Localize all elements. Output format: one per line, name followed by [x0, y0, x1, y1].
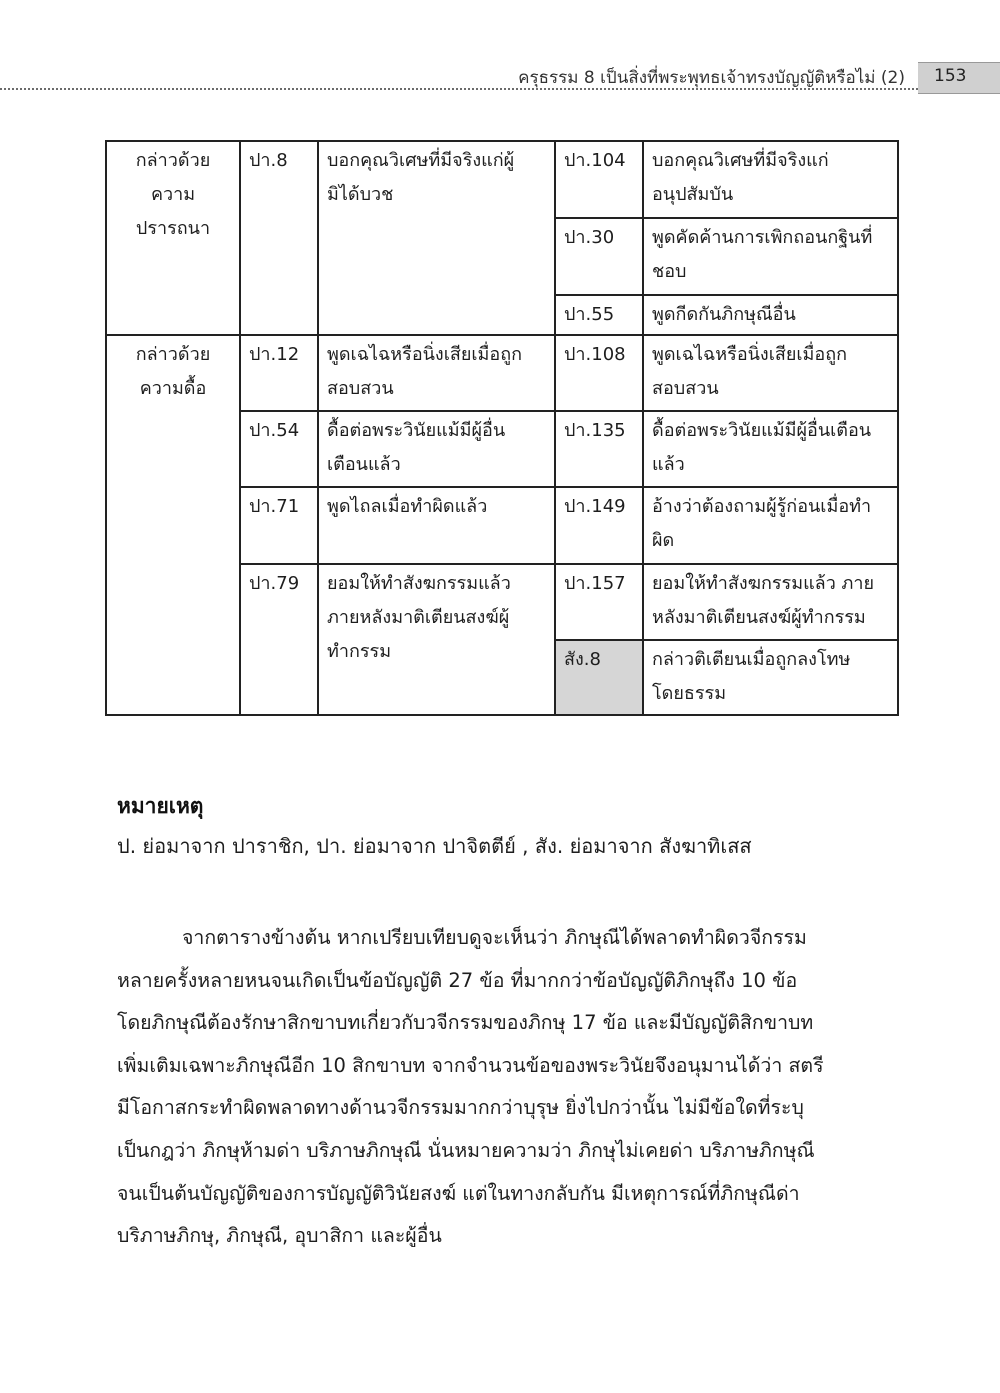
running-header [0, 62, 1000, 94]
bhikkhuni-rule-code: ปา.108 [555, 335, 643, 411]
paragraph-line: เพิ่มเติมเฉพาะภิกษุณีอีก 10 สิกขาบท จากจำนวนข้อของพระวินัยจึงอนุมานได้ว่า สตรี [117, 1053, 824, 1077]
category-cell: กล่าวด้วย ความดื้อ [106, 335, 240, 715]
bhikkhuni-rule-code: ปา.149 [555, 487, 643, 564]
header-title: ครุธรรม 8 เป็นสิ่งที่พระพุทธเจ้าทรงบัญญัติหรือไม่ (2) [518, 68, 905, 88]
note-body: ป. ย่อมาจาก ปาราชิก, ปา. ย่อมาจาก ปาจิตตีย์ , สัง. ย่อมาจาก สังฆาทิเสส [117, 834, 752, 858]
paragraph-line: เป็นกฎว่า ภิกษุห้ามด่า บริภาษภิกษุณี นั่นหมายความว่า ภิกษุไม่เคยด่า บริภาษภิกษุณี [117, 1138, 815, 1162]
bhikkhuni-rule-desc: พูดคัดค้านการเพิกถอนกฐินที่ ชอบ [643, 218, 898, 295]
bhikkhuni-rule-desc: พูดเฉไฉหรือนิ่งเสียเมื่อถูก สอบสวน [643, 335, 898, 411]
body-paragraph [117, 917, 887, 1258]
bhikkhuni-rule-code: ปา.55 [555, 295, 643, 335]
bhikkhuni-rule-code: ปา.104 [555, 141, 643, 218]
bhikkhu-rule-code: ปา.8 [240, 141, 318, 335]
bhikkhu-rule-code: ปา.54 [240, 411, 318, 487]
paragraph-line: หลายครั้งหลายหนจนเกิดเป็นข้อบัญญัติ 27 ข้อ ที่มากกว่าข้อบัญญัติภิกษุถึง 10 ข้อ [117, 968, 798, 992]
paragraph-line: โดยภิกษุณีต้องรักษาสิกขาบทเกี่ยวกับวจีกรรมของภิกษุ 17 ข้อ และมีบัญญัติสิกขาบท [117, 1011, 814, 1035]
paragraph-line: มีโอกาสกระทำผิดพลาดทางด้านวจีกรรมมากกว่าบุรุษ ยิ่งไปกว่านั้น ไม่มีข้อใดที่ระบุ [117, 1096, 804, 1120]
bhikkhu-rule-code: ปา.71 [240, 487, 318, 564]
category-cell: กล่าวด้วย ความ ปรารถนา [106, 141, 240, 335]
bhikkhu-rule-desc: ยอมให้ทำสังฆกรรมแล้ว ภายหลังมาติเตียนสงฆ์ผู้ ทำกรรม [318, 564, 555, 715]
table-row [106, 141, 898, 218]
paragraph-line: จากตารางข้างต้น หากเปรียบเทียบดูจะเห็นว่า ภิกษุณีได้พลาดทำผิดวจีกรรม [182, 926, 807, 949]
note-heading: หมายเหตุ [117, 794, 204, 818]
bhikkhuni-rule-code: ปา.157 [555, 564, 643, 640]
bhikkhu-rule-code: ปา.79 [240, 564, 318, 715]
bhikkhuni-rule-desc: อ้างว่าต้องถามผู้รู้ก่อนเมื่อทำ ผิด [643, 487, 898, 564]
paragraph-line: บริภาษภิกษุ, ภิกษุณี, อุบาสิกา และผู้อื่น [117, 1224, 442, 1248]
comparison-table [105, 140, 899, 716]
bhikkhu-rule-desc: บอกคุณวิเศษที่มีจริงแก่ผู้ มิได้บวช [318, 141, 555, 335]
bhikkhuni-rule-desc: กล่าวติเตียนเมื่อถูกลงโทษ โดยธรรม [643, 640, 898, 715]
paragraph-line: จนเป็นต้นบัญญัติของการบัญญัติวินัยสงฆ์ แต่ในทางกลับกัน มีเหตุการณ์ที่ภิกษุณีด่า [117, 1181, 800, 1205]
page-number: 153 [934, 66, 967, 86]
bhikkhuni-rule-code: ปา.30 [555, 218, 643, 295]
bhikkhu-rule-desc: พูดเฉไฉหรือนิ่งเสียเมื่อถูก สอบสวน [318, 335, 555, 411]
bhikkhu-rule-code: ปา.12 [240, 335, 318, 411]
table-row [106, 335, 898, 411]
bhikkhuni-rule-desc: พูดกีดกันภิกษุณีอื่น [643, 295, 898, 335]
bhikkhu-rule-desc: พูดไถลเมื่อทำผิดแล้ว [318, 487, 555, 564]
sanghadisesa-rule-code: สัง.8 [555, 640, 643, 715]
bhikkhuni-rule-desc: บอกคุณวิเศษที่มีจริงแก่ อนุปสัมบัน [643, 141, 898, 218]
bhikkhuni-rule-desc: ดื้อต่อพระวินัยแม้มีผู้อื่นเตือน แล้ว [643, 411, 898, 487]
bhikkhu-rule-desc: ดื้อต่อพระวินัยแม้มีผู้อื่น เตือนแล้ว [318, 411, 555, 487]
bhikkhuni-rule-desc: ยอมให้ทำสังฆกรรมแล้ว ภาย หลังมาติเตียนสงฆ์ผู้ทำกรรม [643, 564, 898, 640]
bhikkhuni-rule-code: ปา.135 [555, 411, 643, 487]
